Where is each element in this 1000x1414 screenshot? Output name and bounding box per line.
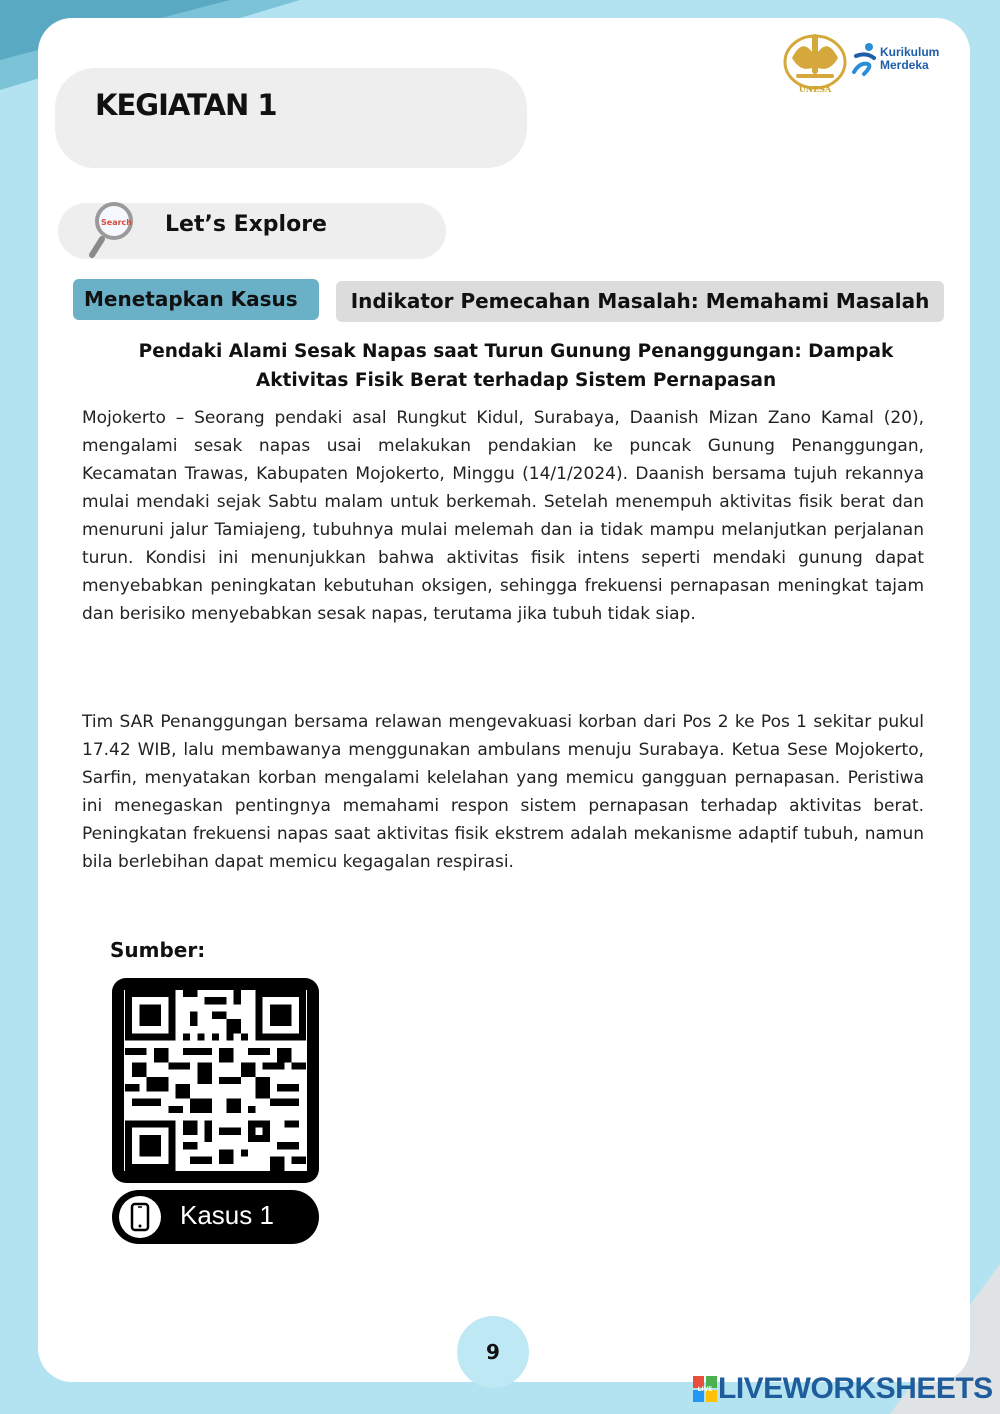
header-logos <box>782 28 957 98</box>
indicator-tag: Indikator Pemecahan Masalah: Memahami Masalah <box>336 281 944 322</box>
activity-header <box>55 68 527 168</box>
case-1-button[interactable] <box>112 1190 319 1244</box>
magnifier-search-text: Search <box>101 218 132 227</box>
page-number-badge <box>457 1316 529 1388</box>
liveworksheets-brand[interactable]: LIVEWORKSHEETS <box>718 1372 993 1405</box>
source-label: Sumber: <box>110 938 206 962</box>
qr-code[interactable] <box>112 978 319 1183</box>
page-number: 9 <box>486 1340 500 1364</box>
activity-title: KEGIATAN 1 <box>95 88 277 122</box>
qr-code-pattern <box>124 990 307 1171</box>
article-title: Pendaki Alami Sesak Napas saat Turun Gunung Penanggungan: Dampak Aktivitas Fisik Berat terhadap Sistem Pernapasan <box>138 341 894 391</box>
unesa-label: UNESA <box>798 84 832 94</box>
merdeka-line: Merdeka <box>880 58 929 72</box>
magnifier-search-icon <box>88 201 140 259</box>
explore-label: Let’s Explore <box>165 212 327 237</box>
liveworksheets-logo-icon <box>693 1376 717 1402</box>
kurikulum-merdeka-icon <box>852 42 878 78</box>
case-1-label: Kasus 1 <box>180 1200 274 1230</box>
phone-icon <box>118 1195 162 1239</box>
article-paragraph-1: Mojokerto – Seorang pendaki asal Rungkut Kidul, Surabaya, Daanish Mizan Zano Kamal (20), mengalami sesak napas usai melakukan pendakian ke puncak Gunung Penanggungan, Kecamatan Trawas, Kabupaten Mojokerto, Minggu (14/1/2024). Daanish bersama tujuh rekannya mulai mendaki sejak Sabtu malam untuk berkemah. Setelah menempuh aktivitas fisik berat dan menuruni jalur Tamiajeng, tubuhnya mulai melemah dan ia tidak mampu melanjutkan perjalanan turun. Kondisi ini menunjukkan bahwa aktivitas fisik intens seperti mendaki gunung dapat menyebabkan peningkatan kebutuhan oksigen, sehingga frekuensi pernapasan meningkat tajam dan berisiko menyebabkan sesak napas, terutama jika tubuh tidak siap. <box>82 408 924 624</box>
explore-section <box>58 203 446 259</box>
case-tag: Menetapkan Kasus <box>73 279 319 320</box>
kurikulum-line: Kurikulum <box>880 45 940 59</box>
liveworksheets-badge-text: LIVE <box>697 1386 713 1393</box>
kurikulum-merdeka-label <box>880 46 939 72</box>
article-paragraph-2: Tim SAR Penanggungan bersama relawan mengevakuasi korban dari Pos 2 ke Pos 1 sekitar pukul 17.42 WIB, lalu membawanya menggunakan ambulans menuju Surabaya. Ketua Sese Mojokerto, Sarfin, menyatakan korban mengalami kelelahan yang memicu gangguan pernapasan. Peristiwa ini menegaskan pentingnya memahami respon sistem pernapasan terhadap aktivitas berat. Peningkatan frekuensi napas saat aktivitas fisik ekstrem adalah mekanisme adaptif tubuh, namun bila berlebihan dapat memicu kegagalan respirasi. <box>82 712 924 872</box>
